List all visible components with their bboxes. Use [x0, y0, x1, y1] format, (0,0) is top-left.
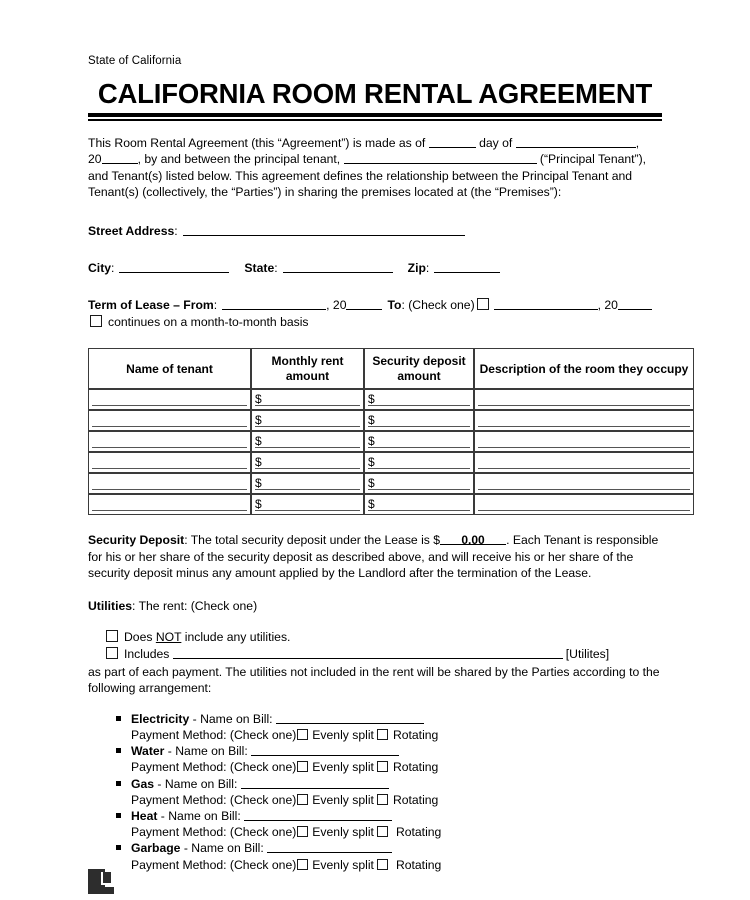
payment-method-label: Payment Method: (Check one) — [131, 760, 297, 775]
garbage-rotating-checkbox[interactable] — [377, 859, 388, 870]
term-check-one-label: : (Check one) — [401, 298, 475, 313]
cell-description[interactable] — [474, 389, 694, 410]
year-blank[interactable] — [102, 151, 138, 164]
term-colon: : — [213, 298, 218, 313]
cell-description[interactable] — [474, 473, 694, 494]
state-line: State of California — [88, 55, 182, 67]
title-divider — [88, 113, 662, 121]
currency-symbol: $ — [255, 456, 262, 470]
tenant-name-input[interactable] — [92, 498, 247, 511]
water-rotating-checkbox[interactable] — [377, 761, 388, 772]
currency-symbol: $ — [368, 393, 375, 407]
payment-method-row — [131, 727, 662, 743]
city-colon: : — [111, 261, 115, 276]
term-to-label: To — [387, 298, 402, 313]
tenant-deposit-input[interactable] — [368, 414, 470, 427]
rotating-label: Rotating — [392, 760, 439, 775]
bullet-icon — [116, 748, 121, 753]
rotating-label: Rotating — [392, 792, 439, 807]
security-deposit-amount-value: 0.00 — [461, 533, 485, 548]
table-header-description: Description of the room they occupy — [474, 348, 694, 389]
day-blank[interactable] — [429, 135, 476, 148]
currency-symbol: $ — [255, 477, 262, 491]
utility-name-electricity: Electricity — [131, 711, 190, 726]
logo-base-bar — [88, 887, 114, 894]
bullet-icon — [116, 716, 121, 721]
term-of-lease-label: Term of Lease – From — [88, 298, 214, 313]
payment-method-row — [131, 792, 662, 808]
utilities-intro: : The rent: (Check one) — [132, 599, 258, 614]
utilities-includes-checkbox[interactable] — [106, 647, 118, 659]
utilities-includes-input[interactable] — [173, 646, 563, 659]
currency-symbol: $ — [255, 435, 262, 449]
cell-description[interactable] — [474, 452, 694, 473]
payment-method-row — [131, 824, 662, 840]
gas-evenly-split-checkbox[interactable] — [297, 794, 308, 805]
name-on-bill-label: - Name on Bill: — [154, 776, 241, 791]
principal-tenant-blank[interactable] — [344, 151, 537, 164]
gas-name-on-bill-input[interactable] — [241, 776, 389, 789]
table-header-row — [88, 348, 694, 389]
intro-paragraph — [88, 135, 662, 201]
list-item — [88, 743, 662, 775]
evenly-split-label: Evenly split — [312, 857, 374, 872]
utilities-not-emphasis: NOT — [155, 629, 182, 644]
utilities-includes-label: Includes — [124, 646, 173, 661]
tenant-deposit-input[interactable] — [368, 435, 470, 448]
cell-rent[interactable] — [251, 473, 364, 494]
heat-rotating-checkbox[interactable] — [377, 826, 388, 837]
term-from-year-prefix: , 20 — [326, 298, 347, 313]
intro-text-5: , by and between the principal tenant, — [137, 152, 344, 167]
utilities-option-not-row — [104, 629, 662, 646]
payment-method-label: Payment Method: (Check one) — [131, 825, 297, 840]
utility-name-row — [131, 776, 662, 792]
rotating-label: Rotating — [395, 825, 442, 840]
tenant-deposit-input[interactable] — [368, 498, 470, 511]
cell-deposit[interactable] — [364, 431, 474, 452]
water-name-on-bill-input[interactable] — [251, 743, 399, 756]
table-row — [88, 494, 694, 515]
tenant-name-input[interactable] — [92, 393, 247, 406]
month-to-month-row — [88, 314, 662, 330]
tenant-rent-input[interactable] — [255, 498, 360, 511]
utility-name-row — [131, 808, 662, 824]
zip-input[interactable] — [434, 260, 500, 273]
cell-rent[interactable] — [251, 431, 364, 452]
utility-name-gas: Gas — [131, 776, 155, 791]
currency-symbol: $ — [368, 456, 375, 470]
bullet-icon — [116, 845, 121, 850]
utility-arrangement-list — [88, 711, 662, 873]
utility-name-row — [131, 743, 662, 759]
cell-deposit[interactable] — [364, 473, 474, 494]
street-colon: : — [174, 223, 178, 238]
state-colon: : — [274, 261, 278, 276]
garbage-evenly-split-checkbox[interactable] — [297, 859, 308, 870]
tenant-rent-input[interactable] — [255, 477, 360, 490]
list-item — [88, 840, 662, 872]
term-from-date-input[interactable] — [222, 297, 326, 310]
cell-deposit[interactable] — [364, 389, 474, 410]
document-content — [88, 54, 689, 873]
currency-symbol: $ — [368, 435, 375, 449]
cell-deposit[interactable] — [364, 452, 474, 473]
electricity-evenly-split-checkbox[interactable] — [297, 729, 308, 740]
utilities-option-includes-row — [104, 646, 662, 663]
cell-rent[interactable] — [251, 494, 364, 515]
cell-name[interactable] — [88, 389, 251, 410]
cell-rent[interactable] — [251, 410, 364, 431]
security-deposit-text-1: : The total security deposit under the Lease is $ — [184, 533, 441, 548]
table-row — [88, 389, 694, 410]
utilities-not-included-checkbox[interactable] — [106, 630, 118, 642]
tenant-description-input[interactable] — [478, 393, 690, 406]
security-deposit-section — [88, 532, 662, 581]
tenant-deposit-input[interactable] — [368, 393, 470, 406]
intro-text-1: This Room Rental Agreement (this “Agreement”) is made as of — [88, 136, 429, 150]
list-item — [88, 808, 662, 840]
utility-name-water: Water — [131, 744, 165, 759]
tenant-description-input[interactable] — [478, 435, 690, 448]
term-to-year-prefix: , 20 — [597, 298, 618, 313]
rotating-label: Rotating — [392, 727, 439, 742]
tenant-rent-input[interactable] — [255, 435, 360, 448]
bullet-icon — [116, 813, 121, 818]
tenant-deposit-input[interactable] — [368, 456, 470, 469]
name-on-bill-label: - Name on Bill: — [157, 808, 245, 823]
cell-description[interactable] — [474, 431, 694, 452]
city-label: City — [88, 261, 112, 276]
payment-method-label: Payment Method: (Check one) — [131, 727, 297, 742]
tenant-rent-input[interactable] — [255, 393, 360, 406]
payment-method-row — [131, 759, 662, 775]
currency-symbol: $ — [255, 498, 262, 512]
cell-name[interactable] — [88, 431, 251, 452]
cell-name[interactable] — [88, 494, 251, 515]
tenant-rent-input[interactable] — [255, 456, 360, 469]
term-to-date-checkbox[interactable] — [477, 298, 489, 310]
tenant-name-input[interactable] — [92, 435, 247, 448]
intro-text-3: , — [635, 136, 640, 150]
term-from-year-input[interactable] — [346, 297, 382, 310]
cell-name[interactable] — [88, 473, 251, 494]
tenant-description-input[interactable] — [478, 498, 690, 511]
heat-name-on-bill-input[interactable] — [244, 808, 392, 821]
table-row — [88, 452, 694, 473]
utilites-tag: [Utilites] — [565, 646, 610, 661]
evenly-split-label: Evenly split — [312, 792, 374, 807]
utility-name-row — [131, 840, 662, 856]
intro-text-6: (“Principal Tenant”), and Tenant(s) listed below. This agreement defines the relationship between the Principal Tenant and Tenant(s) (collectively, the “Parties”) in sharing the premises located at (the “Premises”): — [88, 152, 647, 200]
garbage-name-on-bill-input[interactable] — [267, 840, 392, 853]
month-to-month-checkbox[interactable] — [90, 315, 102, 327]
street-address-label: Street Address — [88, 223, 175, 238]
month-blank[interactable] — [516, 135, 636, 148]
logo-inner-square — [101, 872, 111, 885]
cell-description[interactable] — [474, 494, 694, 515]
tenant-rent-input[interactable] — [255, 414, 360, 427]
rotating-label: Rotating — [395, 857, 442, 872]
tenant-table — [88, 348, 694, 515]
street-address-input[interactable] — [183, 223, 465, 236]
utilities-label: Utilities — [88, 599, 133, 614]
utility-name-row — [131, 711, 662, 727]
cell-description[interactable] — [474, 410, 694, 431]
month-to-month-label: continues on a month-to-month basis — [108, 314, 309, 329]
evenly-split-label: Evenly split — [312, 760, 374, 775]
tenant-deposit-input[interactable] — [368, 477, 470, 490]
name-on-bill-label: - Name on Bill: — [164, 744, 252, 759]
evenly-split-label: Evenly split — [312, 825, 374, 840]
cell-name[interactable] — [88, 410, 251, 431]
utilities-section-heading — [88, 598, 662, 614]
term-of-lease-row — [88, 297, 662, 313]
tenant-description-input[interactable] — [478, 456, 690, 469]
security-deposit-label: Security Deposit — [88, 533, 185, 548]
gas-rotating-checkbox[interactable] — [377, 794, 388, 805]
tenant-name-input[interactable] — [92, 456, 247, 469]
term-to-year-input[interactable] — [618, 297, 652, 310]
table-row — [88, 410, 694, 431]
electricity-name-on-bill-input[interactable] — [276, 711, 424, 724]
tenant-description-input[interactable] — [478, 477, 690, 490]
page-title: CALIFORNIA ROOM RENTAL AGREEMENT — [97, 78, 653, 109]
currency-symbol: $ — [368, 477, 375, 491]
table-header-rent: Monthly rent amount — [251, 348, 364, 389]
legal-templates-logo-icon — [88, 869, 114, 894]
table-header-name: Name of tenant — [88, 348, 251, 389]
utility-name-garbage: Garbage — [131, 841, 181, 856]
tenant-name-input[interactable] — [92, 477, 247, 490]
payment-method-label: Payment Method: (Check one) — [131, 792, 297, 807]
bullet-icon — [116, 781, 121, 786]
table-header-deposit: Security deposit amount — [364, 348, 474, 389]
zip-label: Zip — [407, 261, 426, 276]
heat-evenly-split-checkbox[interactable] — [297, 826, 308, 837]
list-item — [88, 776, 662, 808]
cell-name[interactable] — [88, 452, 251, 473]
cell-deposit[interactable] — [364, 410, 474, 431]
evenly-split-label: Evenly split — [312, 727, 374, 742]
payment-method-row — [131, 857, 662, 873]
currency-symbol: $ — [368, 414, 375, 428]
city-state-zip-row — [88, 260, 662, 276]
water-evenly-split-checkbox[interactable] — [297, 761, 308, 772]
intro-text-4: 20 — [88, 152, 102, 167]
payment-method-label: Payment Method: (Check one) — [131, 857, 297, 872]
list-item — [88, 711, 662, 743]
street-address-row — [88, 223, 662, 239]
intro-text-2: day of — [475, 136, 516, 150]
term-to-date-input[interactable] — [494, 297, 598, 310]
city-input[interactable] — [119, 260, 229, 273]
cell-deposit[interactable] — [364, 494, 474, 515]
currency-symbol: $ — [368, 498, 375, 512]
cell-rent[interactable] — [251, 452, 364, 473]
security-deposit-text-2: . Each Tenant is responsible for his or her share of the security deposit as described above, and will receive his or her share of the security deposit minus any amount applied by the Landlord after the termination of the Lease. — [88, 533, 659, 581]
table-row — [88, 473, 694, 494]
divider-bar-thin — [88, 119, 662, 121]
tenant-description-input[interactable] — [478, 414, 690, 427]
name-on-bill-label: - Name on Bill: — [180, 841, 268, 856]
state-input[interactable] — [283, 260, 393, 273]
utilities-not-text-2: include any utilities. — [181, 629, 291, 644]
security-deposit-amount-input[interactable] — [440, 532, 506, 548]
utilities-not-text-1: Does — [124, 629, 156, 644]
currency-symbol: $ — [255, 414, 262, 428]
cell-rent[interactable] — [251, 389, 364, 410]
name-on-bill-label: - Name on Bill: — [189, 711, 276, 726]
electricity-rotating-checkbox[interactable] — [377, 729, 388, 740]
utilities-after-text: as part of each payment. The utilities not included in the rent will be shared by the Parties according to the following arrangement: — [88, 664, 660, 696]
table-body — [88, 389, 694, 515]
state-label: State — [244, 261, 275, 276]
zip-colon: : — [425, 261, 430, 276]
tenant-name-input[interactable] — [92, 414, 247, 427]
utility-name-heat: Heat — [131, 808, 158, 823]
table-row — [88, 431, 694, 452]
currency-symbol: $ — [255, 393, 262, 407]
